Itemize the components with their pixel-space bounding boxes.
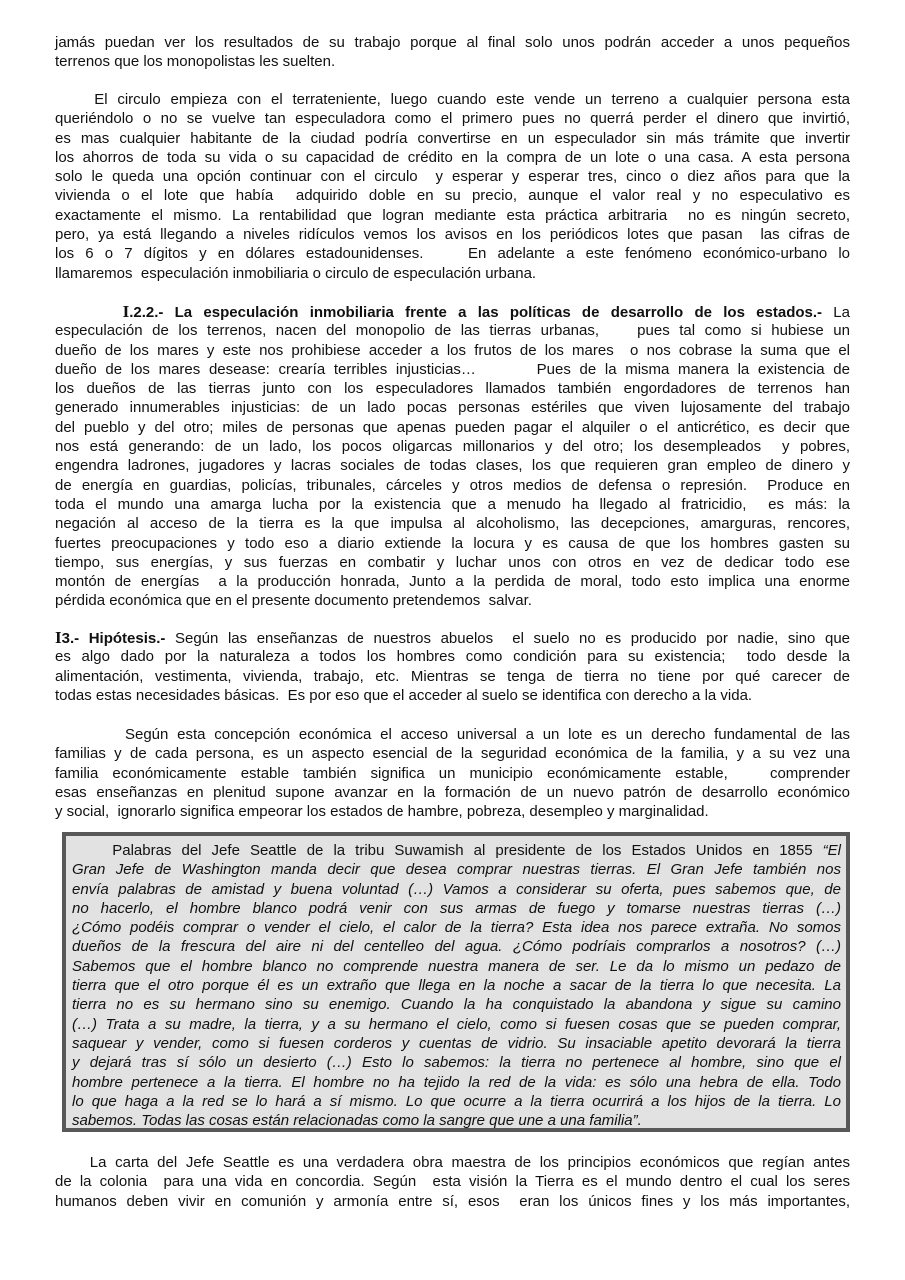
text-run: generado innumerables injusticias: de un lado pocas personas estériles que viven lujosamente del trabajo	[55, 399, 850, 417]
text-run: saquear y vender, como si fuesen corderos y cuentas de vidrio. Su insaciable apetito devorará la tierra	[72, 1034, 841, 1052]
text-run: todas estas necesidades básicas. Es por eso que el acceder al suelo se identifica con derecho a la vida.	[55, 686, 753, 704]
text-line	[55, 379, 850, 398]
text-run: no hacerlo, el hombre blanco podrá venir con sus armas de fuego y tomarse nuestras tierras (…)	[72, 899, 841, 917]
text-run	[55, 304, 123, 321]
text-line	[55, 553, 850, 572]
text-line	[55, 437, 850, 456]
text-line	[55, 398, 850, 417]
text-run: ¿Cómo podéis comprar o vender el cielo, el calor de la tierra? Esta idea nos parece extraña. No somos	[72, 919, 841, 937]
text-line	[55, 495, 850, 514]
seattle-quote-box	[62, 832, 850, 1132]
text-line	[55, 264, 850, 283]
paragraph-carta-seattle	[55, 1153, 850, 1211]
section-heading: .2.2.- La especulación inmobiliaria frente a las políticas de desarrollo de los estados.-	[129, 304, 823, 321]
text-line	[55, 321, 850, 340]
seattle-quote-text	[72, 841, 841, 1130]
text-run: del pueblo y del otro; miles de personas que apenas pueden pagar el alquiler o el anticrético, es decir que	[55, 418, 850, 436]
text-run: jamás puedan ver los resultados de su trabajo porque al final solo unos podrán acceder a unos pequeños	[55, 34, 850, 51]
text-run: familias y de cada persona, es un aspecto esencial de la seguridad económica de la familia, y a su vez una	[55, 745, 850, 763]
text-line	[55, 534, 850, 553]
text-line	[55, 186, 850, 205]
text-run: nos está generando: de un lado, los pocos oligarcas millonarios y del otro; los desempleados y pobres,	[55, 438, 850, 456]
text-line	[55, 225, 850, 244]
text-line	[55, 1192, 850, 1211]
text-line	[55, 1172, 850, 1191]
text-line	[55, 591, 850, 610]
text-run: alimentación, vestimenta, vivienda, trabajo, etc. Mientras se tenga de tierra no tiene por qué carecer de	[55, 667, 850, 685]
text-line	[55, 109, 850, 128]
text-line	[72, 880, 841, 899]
text-run: esas enseñanzas en plenitud supone avanzar en la formación de un nuevo patrón de desarrollo económico	[55, 783, 850, 801]
text-run: solo le queda una opción continuar con el circulo y esperar y esperar tres, cinco o diez años para que la	[55, 168, 850, 186]
text-line	[72, 1073, 841, 1092]
section-heading: 3.- Hipótesis.-	[61, 630, 166, 647]
text-run: Gran Jefe de Washington manda decir que desea comprar nuestras tierras. El Gran Jefe también nos	[72, 861, 841, 879]
text-line	[55, 802, 850, 821]
text-run: negación al acceso de la tierra es la que impulsa al alcoholismo, las decepciones, amarguras, rencores,	[55, 515, 850, 533]
text-line	[55, 302, 850, 321]
text-line	[72, 976, 841, 995]
section-1-3-hipotesis-paragraph	[55, 628, 850, 705]
paragraph-concepcion	[55, 725, 850, 821]
text-run: de energía en guardias, policías, tribunales, cárceles y otros medios de defensa o represión. Produce en	[55, 476, 850, 494]
text-run: toda el mundo una amarga lucha por la existencia que a menudo ha llegado al fratricidio, es más: la	[55, 495, 850, 513]
text-run: I	[122, 302, 130, 321]
text-line	[72, 841, 841, 860]
text-line	[55, 647, 850, 666]
text-line	[72, 937, 841, 956]
text-line	[55, 572, 850, 591]
text-run: dueño de los mares desease: crearía terribles injusticias… Pues de la misma manera la existencia de	[55, 360, 850, 378]
text-line	[55, 90, 850, 109]
text-run: humanos deben vivir en comunión y armonía entre sí, esos eran los únicos fines y los más importantes,	[55, 1192, 850, 1210]
text-run: Palabras del Jefe Seattle de la tribu Suwamish al presidente de los Estados Unidos en 1855	[72, 842, 823, 859]
text-run: familia económicamente estable también significa un municipio económicamente estable, comprender	[55, 764, 850, 782]
text-line	[55, 129, 850, 148]
text-run: tierra no es su hermano sino su enemigo. Cuando la ha conquistado la abandona y sigue su camino	[72, 996, 841, 1014]
text-run: dueños de la frescura del aire ni del centelleo del agua. ¿Cómo podríais comprarlos a nosotros? (…)	[72, 938, 841, 956]
text-run: los ahorros de toda su vida o su capacidad de crédito en la compra de un lote o una casa. A esta persona	[55, 148, 850, 166]
text-run: lo que haga a la red se lo hará a sí mismo. Lo que ocurre a la tierra ocurrirá a los hijos de la tierra. Lo	[72, 1092, 841, 1110]
text-run: tierra que el otro porque él es un extraño que llega en la noche a sacar de la tierra lo que necesita. La	[72, 977, 841, 995]
text-run: sabemos. Todas las cosas están relacionadas como la sangre que une a una familia”.	[72, 1112, 642, 1130]
section-1-2-2-paragraph	[55, 302, 850, 611]
text-line	[55, 514, 850, 533]
text-run: tiempo, sus energías, y sus fuerzas en combatir y luchar unos con otros en vez de dedicar todo ese	[55, 553, 850, 571]
text-line	[55, 764, 850, 783]
text-run: y social, ignorarlo significa empeorar los estados de hambre, pobreza, desempleo y marginalidad.	[55, 803, 709, 821]
text-run: fuertes preocupaciones y todo eso a diario extiende la locura y es causa de que los hombres gasten su	[55, 534, 850, 552]
text-run: es mas cualquier habitante de la ciudad podría convertirse en un especulador sin más trámite que invertir	[55, 129, 850, 147]
text-run: “El	[822, 842, 841, 859]
text-line	[72, 860, 841, 879]
text-run: engendra ladrones, jugadores y lacras sociales de todas clases, los que requieren gran empleo de dinero y	[55, 457, 850, 475]
text-run: es algo dado por la naturaleza a todos los hombres como condición para su existencia; todo desde la	[55, 648, 850, 666]
text-run: envía palabras de amistad y buena voluntad (…) Vamos a considerar su oferta, pues sabemos que, de	[72, 880, 841, 898]
text-line	[55, 360, 850, 379]
text-run: de la colonia para una vida en concordia. Según esta visión la Tierra es el mundo dentro el cual los seres	[55, 1173, 850, 1191]
text-line	[72, 1015, 841, 1034]
text-run: terrenos que los monopolistas les suelten.	[55, 53, 336, 71]
text-line	[55, 341, 850, 360]
text-line	[55, 476, 850, 495]
text-line	[72, 957, 841, 976]
text-run: exactamente el mismo. La rentabilidad que logran mediante esta práctica arbitraria no es ningún secreto,	[55, 206, 850, 224]
text-run: La carta del Jefe Seattle es una verdadera obra maestra de los principios económicos que regían antes	[55, 1154, 850, 1171]
text-run: Sabemos que el hombre blanco no comprende nuestra manera de ser. Le da lo mismo un pedazo de	[72, 957, 841, 975]
text-line	[72, 899, 841, 918]
text-run: Según esta concepción económica el acceso universal a un lote es un derecho fundamental de las	[55, 726, 850, 743]
text-line	[55, 206, 850, 225]
text-run: pero, ya está llegando a niveles ridículos vemos los avisos en los periódicos lotes que pasan las cifras de	[55, 226, 850, 244]
text-line	[72, 995, 841, 1014]
text-run: los dueños de las tierras junto con los especuladores llamados también engordadores de terrenos han	[55, 380, 850, 398]
text-line	[55, 667, 850, 686]
text-line	[55, 744, 850, 763]
text-run: especulación de los terrenos, nacen del monopolio de las tierras urbanas, pues tal como si hubiese un	[55, 322, 850, 340]
text-run: La	[822, 304, 850, 321]
text-run: queriéndolo o no se vuelve tan especuladora como el primero pues no querrá perder el dinero que invirtió,	[55, 110, 850, 128]
text-line	[55, 686, 850, 705]
text-line	[55, 628, 850, 647]
text-run: pérdida económica que en el presente documento pretendemos salvar.	[55, 592, 532, 610]
text-line	[55, 52, 850, 71]
text-line	[72, 1111, 841, 1130]
text-run: Según las enseñanzas de nuestros abuelos el suelo no es producido por nadie, sino que	[165, 630, 851, 647]
text-run: (…) Trata a su madre, la tierra, y a su hermano el cielo, como si fuesen cosas que se pueden comprar,	[72, 1015, 841, 1033]
text-run: dueño de los mares y este nos prohibiese acceder a los frutos de los mares o nos cobrase la suma que el	[55, 341, 850, 359]
text-run: y dejará tras sí sólo un desierto (…) Esto lo sabemos: la tierra no pertenece al hombre, sino que el	[72, 1054, 841, 1072]
text-line	[72, 1053, 841, 1072]
text-line	[55, 725, 850, 744]
text-run: hombre pertenece a la tierra. El hombre no ha tejido la red de la vida: es sólo una hebra de ella. Todo	[72, 1073, 841, 1091]
paragraph-intro-end	[55, 33, 850, 72]
text-run: I	[55, 628, 62, 647]
text-line	[55, 418, 850, 437]
text-line	[72, 1034, 841, 1053]
text-run: montón de energías a la producción honrada, Junto a la perdida de moral, todo esto implica una enorme	[55, 573, 850, 591]
text-run: El circulo empieza con el terrateniente, luego cuando este vende un terreno a cualquier persona esta	[55, 91, 850, 108]
text-line	[55, 148, 850, 167]
text-line	[55, 1153, 850, 1172]
text-line	[55, 783, 850, 802]
text-run: llamaremos especulación inmobiliaria o circulo de especulación urbana.	[55, 264, 537, 282]
text-line	[55, 456, 850, 475]
text-line	[55, 167, 850, 186]
text-run: vivienda o el lote que había adquirido doble en su precio, aunque el valor real y no especulativo es	[55, 187, 850, 205]
text-line	[72, 918, 841, 937]
text-line	[72, 1092, 841, 1111]
text-line	[55, 244, 850, 263]
text-line	[55, 33, 850, 52]
paragraph-circulo	[55, 90, 850, 283]
text-run: los 6 o 7 dígitos y en dólares estadounidenses. En adelante a este fenómeno económico-urbano lo	[55, 245, 850, 263]
